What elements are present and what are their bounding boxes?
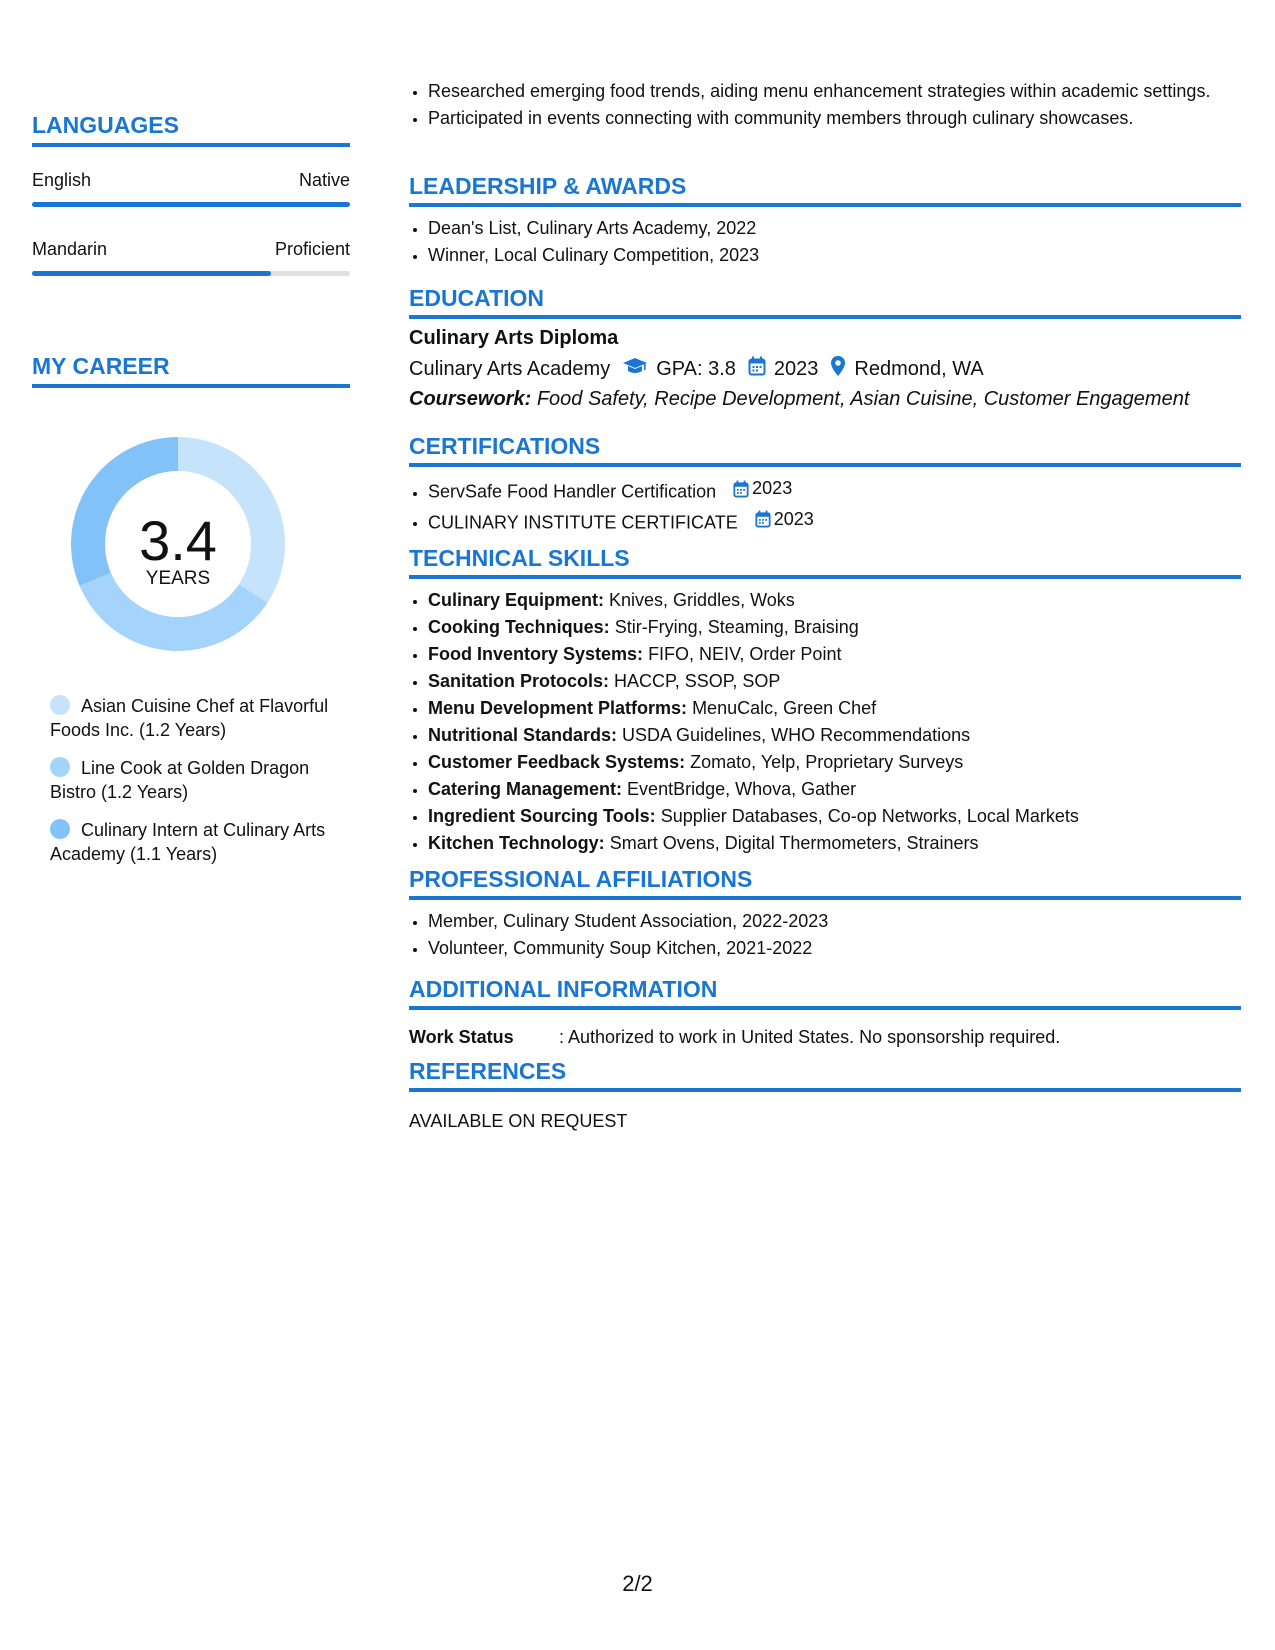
experience-bullets bbox=[409, 78, 1241, 132]
language-level: Native bbox=[298, 170, 350, 190]
coursework-value: Food Safety, Recipe Development, Asian Cuisine, Customer Engagement bbox=[536, 388, 1190, 410]
references-heading: REFERENCES bbox=[409, 1058, 1241, 1092]
additional-heading: ADDITIONAL INFORMATION bbox=[409, 976, 1241, 1010]
list-item bbox=[428, 722, 1241, 749]
education-gpa: GPA: 3.8 bbox=[656, 357, 736, 380]
education-heading: EDUCATION bbox=[409, 285, 1241, 319]
leadership-heading: LEADERSHIP & AWARDS bbox=[409, 173, 1241, 207]
list-item bbox=[428, 641, 1241, 668]
education-meta bbox=[409, 355, 984, 383]
career-donut-chart bbox=[66, 432, 290, 656]
affiliations-list bbox=[409, 908, 1241, 962]
certifications-heading: CERTIFICATIONS bbox=[409, 433, 1241, 467]
skill-value: Stir-Frying, Steaming, Braising bbox=[614, 617, 859, 637]
list-item: • Volunteer, Community Soup Kitchen, 2021-2022 bbox=[428, 935, 1241, 962]
skill-label: Sanitation Protocols: bbox=[428, 671, 610, 691]
legend-dot bbox=[50, 819, 70, 839]
list-item bbox=[428, 830, 1241, 857]
skills-heading: TECHNICAL SKILLS bbox=[409, 545, 1241, 579]
skill-label: Food Inventory Systems: bbox=[428, 644, 644, 664]
skill-label: Customer Feedback Systems: bbox=[428, 752, 686, 772]
education-year: 2023 bbox=[773, 357, 819, 380]
list-item bbox=[428, 614, 1241, 641]
language-proficiency-bar bbox=[32, 271, 350, 276]
education-school: Culinary Arts Academy bbox=[409, 357, 611, 380]
legend-dot bbox=[50, 695, 70, 715]
language-name: Mandarin bbox=[32, 239, 108, 259]
location-pin-icon bbox=[830, 355, 846, 383]
skill-value: Zomato, Yelp, Proprietary Surveys bbox=[690, 752, 964, 772]
references-text: AVAILABLE ON REQUEST bbox=[409, 1111, 628, 1131]
skill-value: EventBridge, Whova, Gather bbox=[627, 779, 857, 799]
leadership-list bbox=[409, 215, 1241, 269]
languages-heading: LANGUAGES bbox=[32, 112, 350, 147]
list-item bbox=[428, 587, 1241, 614]
skill-value: Knives, Griddles, Woks bbox=[609, 590, 795, 610]
skill-value: USDA Guidelines, WHO Recommendations bbox=[622, 725, 971, 745]
skill-label: Menu Development Platforms: bbox=[428, 698, 688, 718]
skill-value: Smart Ovens, Digital Thermometers, Strainers bbox=[609, 833, 979, 853]
list-item: • Winner, Local Culinary Competition, 2023 bbox=[428, 242, 1241, 269]
graduation-cap-icon bbox=[622, 356, 648, 382]
language-name: English bbox=[32, 170, 92, 190]
legend-dot bbox=[50, 757, 70, 777]
education-coursework bbox=[409, 388, 1189, 411]
language-item bbox=[32, 239, 350, 276]
calendar-icon bbox=[755, 510, 771, 528]
work-status-row bbox=[409, 1027, 1060, 1048]
skill-label: Kitchen Technology: bbox=[428, 833, 605, 853]
career-legend-label: Line Cook at Golden Dragon Bistro (1.2 Years) bbox=[50, 758, 310, 802]
list-item bbox=[428, 668, 1241, 695]
skill-label: Culinary Equipment: bbox=[428, 590, 605, 610]
career-legend-item bbox=[50, 818, 350, 866]
language-proficiency-fill bbox=[32, 202, 350, 207]
list-item: • Member, Culinary Student Association, 2022-2023 bbox=[428, 908, 1241, 935]
certifications-list bbox=[409, 475, 1241, 536]
skill-value: Supplier Databases, Co-op Networks, Local Markets bbox=[660, 806, 1079, 826]
education-location: Redmond, WA bbox=[854, 357, 984, 380]
work-status-label: Work Status bbox=[409, 1027, 514, 1047]
certification-year: 2023 bbox=[773, 508, 814, 529]
skill-label: Nutritional Standards: bbox=[428, 725, 618, 745]
skill-label: Cooking Techniques: bbox=[428, 617, 610, 637]
education-degree: Culinary Arts Diploma bbox=[409, 327, 619, 349]
language-proficiency-bar bbox=[32, 202, 350, 207]
skill-value: HACCP, SSOP, SOP bbox=[614, 671, 781, 691]
career-legend-item bbox=[50, 694, 350, 742]
list-item: • Participated in events connecting with community members through culinary showcases. bbox=[428, 105, 1241, 132]
career-legend-label: Asian Cuisine Chef at Flavorful Foods Inc. (1.2 Years) bbox=[50, 696, 329, 740]
certification-name: CULINARY INSTITUTE CERTIFICATE bbox=[428, 512, 738, 532]
work-status-value: : Authorized to work in United States. No sponsorship required. bbox=[559, 1027, 1061, 1047]
calendar-icon bbox=[733, 480, 749, 498]
career-legend-label: Culinary Intern at Culinary Arts Academy (1.1 Years) bbox=[50, 820, 326, 864]
page-number: 2/2 bbox=[622, 1571, 653, 1596]
skills-list bbox=[409, 587, 1241, 857]
coursework-label: Coursework: bbox=[409, 388, 532, 410]
list-item bbox=[428, 506, 1241, 537]
skill-label: Ingredient Sourcing Tools: bbox=[428, 806, 656, 826]
language-proficiency-fill bbox=[32, 271, 271, 276]
list-item bbox=[428, 803, 1241, 830]
skill-label: Catering Management: bbox=[428, 779, 623, 799]
language-level: Proficient bbox=[274, 239, 350, 259]
career-total-value: 3.4 bbox=[139, 509, 217, 572]
calendar-icon bbox=[748, 356, 766, 382]
list-item bbox=[428, 695, 1241, 722]
language-item bbox=[32, 170, 350, 207]
list-item bbox=[428, 776, 1241, 803]
list-item bbox=[428, 475, 1241, 506]
career-total-unit: YEARS bbox=[145, 568, 211, 589]
list-item bbox=[428, 749, 1241, 776]
skill-value: FIFO, NEIV, Order Point bbox=[648, 644, 842, 664]
certification-year: 2023 bbox=[752, 478, 793, 498]
career-legend-item bbox=[50, 756, 350, 804]
skill-value: MenuCalc, Green Chef bbox=[692, 698, 877, 718]
certification-name: ServSafe Food Handler Certification bbox=[428, 481, 717, 502]
affiliations-heading: PROFESSIONAL AFFILIATIONS bbox=[409, 866, 1241, 900]
list-item: • Dean's List, Culinary Arts Academy, 2022 bbox=[428, 215, 1241, 242]
list-item: • Researched emerging food trends, aiding menu enhancement strategies within academic settings. bbox=[428, 78, 1241, 105]
career-heading: MY CAREER bbox=[32, 353, 350, 388]
